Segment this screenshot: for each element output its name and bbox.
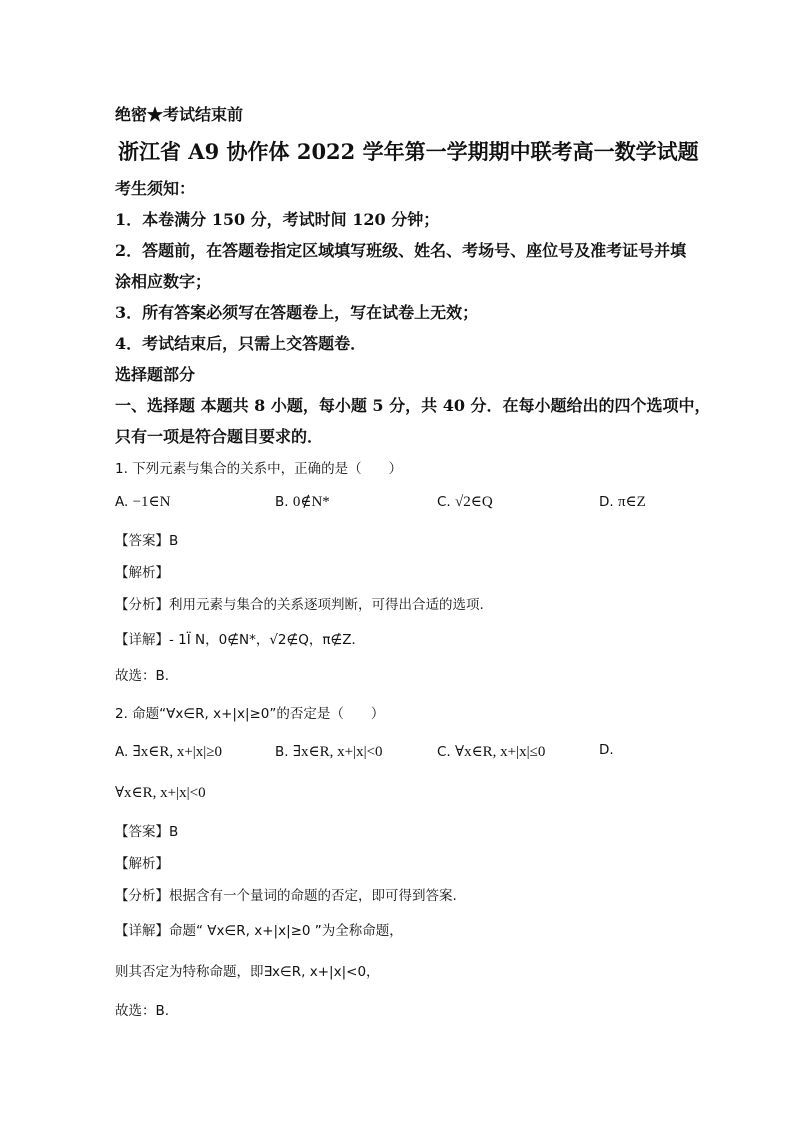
page-title: 浙江省 A9 协作体 2022 学年第一学期期中联考高一数学试题 <box>118 139 699 164</box>
answer-line: 【答案】B <box>115 824 179 840</box>
option-label: D. <box>599 742 614 758</box>
option-c <box>437 492 493 511</box>
option-expression: ∀x∈R, x+|x|<0 <box>115 785 206 801</box>
option-label: A. <box>115 744 129 760</box>
detail-line: 【详解】命题“ ∀x∈R, x+|x|≥0 ”为全称命题， <box>115 923 403 939</box>
answer-line: 【答案】B <box>115 533 179 549</box>
notice-item: 2．答题前，在答题卷指定区域填写班级、姓名、考场号、座位号及准考证号并填 <box>115 241 687 260</box>
option-expression: ∀x∈R, x+|x|≤0 <box>455 744 546 760</box>
question-stem: 1. 下列元素与集合的关系中，正确的是（ ） <box>115 461 403 477</box>
conclusion-line: 故选：B. <box>115 1003 170 1019</box>
section-name: 选择题部分 <box>115 365 196 384</box>
option-expression: −1∈N <box>132 494 171 510</box>
option-expression: ∃x∈R, x+|x|<0 <box>292 744 383 760</box>
option-expression: ∃x∈R, x+|x|≥0 <box>132 744 223 760</box>
option-a <box>115 742 222 761</box>
secret-label: 绝密★考试结束前 <box>115 105 244 124</box>
option-c <box>437 742 545 761</box>
option-label: B. <box>275 494 289 510</box>
notice-item: 4．考试结束后，只需上交答题卷． <box>115 334 367 353</box>
option-b <box>275 742 383 761</box>
option-expression: 0∉N* <box>292 494 330 510</box>
option-label: B. <box>275 744 289 760</box>
option-d <box>599 742 614 758</box>
detail-line: 【详解】- 1Ï N，0∉N*，√2∉Q，π∉Z． <box>115 632 366 648</box>
section-instruction: 只有一项是符合题目要求的． <box>115 427 324 446</box>
option-label: D. <box>599 494 614 510</box>
notice-item: 1．本卷满分 150 分，考试时间 120 分钟； <box>115 210 440 229</box>
option-d-expression <box>115 783 206 802</box>
section-instruction: 一、选择题 本题共 8 小题，每小题 5 分，共 40 分．在每小题给出的四个选项中， <box>115 396 711 415</box>
conclusion-line: 故选：B. <box>115 668 170 684</box>
question-stem: 2. 命题“∀x∈R, x+|x|≥0”的否定是（ ） <box>115 706 385 722</box>
analysis-tag: 【解析】 <box>115 565 169 581</box>
notice-item: 3．所有答案必须写在答题卷上，写在试卷上无效； <box>115 303 479 322</box>
analysis-tag: 【解析】 <box>115 856 169 872</box>
option-label: A. <box>115 494 129 510</box>
option-b <box>275 492 330 511</box>
notice-heading: 考生须知： <box>115 179 196 198</box>
detail-line: 则其否定为特称命题，即∃x∈R, x+|x|<0， <box>115 964 380 980</box>
option-a <box>115 492 171 511</box>
analysis-line: 【分析】根据含有一个量词的命题的否定，即可得到答案. <box>115 888 457 904</box>
analysis-line: 【分析】利用元素与集合的关系逐项判断，可得出合适的选项. <box>115 597 484 613</box>
option-label: C. <box>437 494 451 510</box>
option-d <box>599 492 646 511</box>
option-expression: √2∈Q <box>455 494 493 510</box>
option-label: C. <box>437 744 451 760</box>
notice-item: 涂相应数字； <box>115 272 212 291</box>
option-expression: π∈Z <box>617 494 646 510</box>
